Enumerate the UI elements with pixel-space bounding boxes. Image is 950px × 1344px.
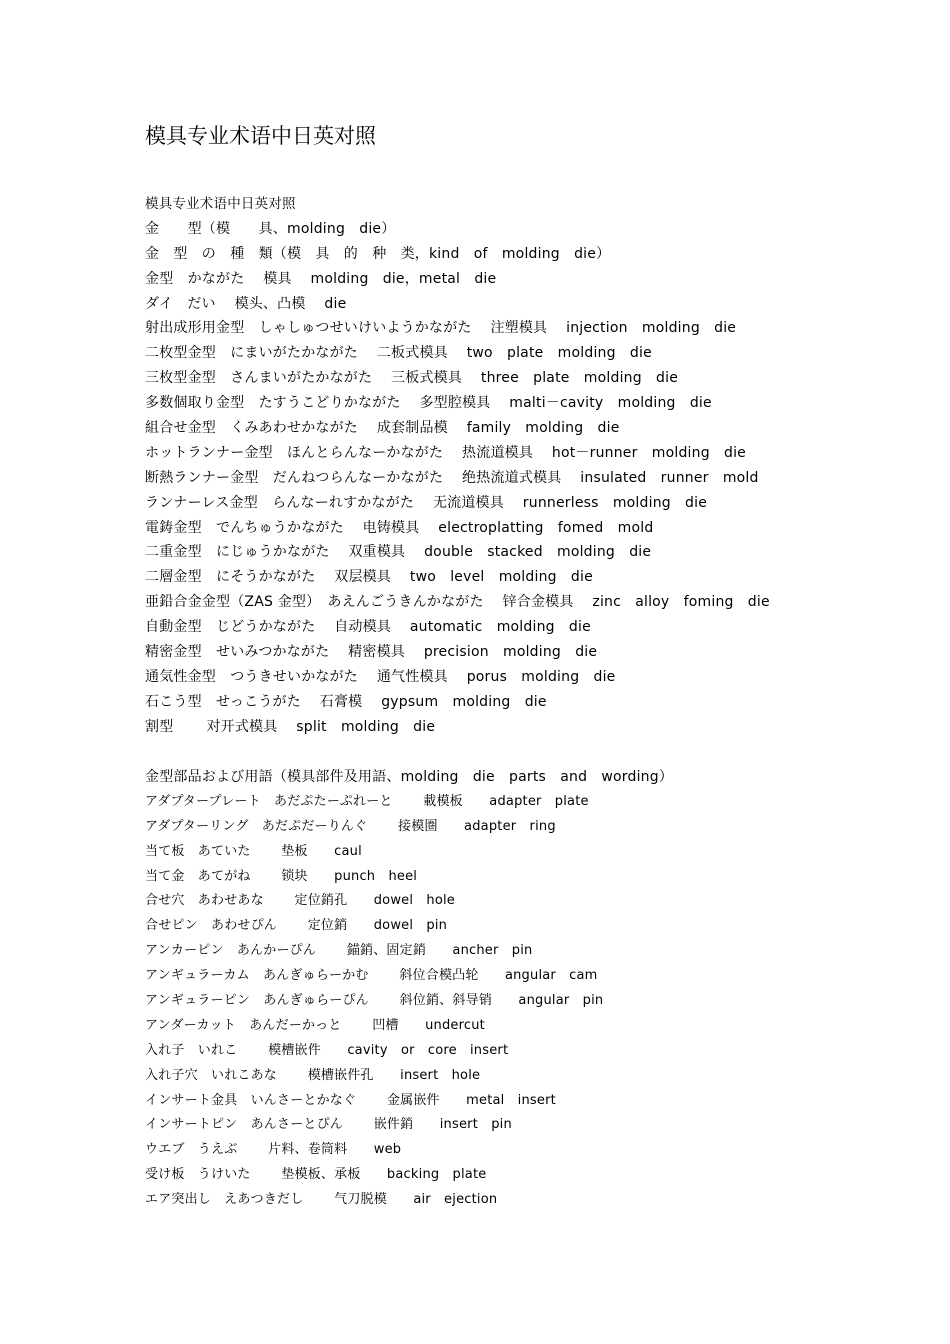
term-line: エア突出し えあつきだし 气刀脱模 air ejection [145,1192,498,1208]
term-line: 亜鉛合金金型（ZAS 金型） あえんごうきんかながた 锌合金模具 zinc alloy foming die [145,594,770,611]
term-line: 多数個取り金型 たすうこどりかながた 多型腔模具 malti－cavity molding die [145,395,712,412]
term-line: インサートピン あんさーとぴん 嵌件銷 insert pin [145,1117,512,1133]
term-line: アダプターリング あだぷだーりんぐ 接模圏 adapter ring [145,818,556,834]
term-line: 当て板 あていた 垫板 caul [145,843,362,859]
term-line: 合せピン あわせぴん 定位銷 dowel pin [145,918,448,934]
term-line: アンカーピン あんかーぴん 錨銷、固定銷 ancher pin [145,943,533,959]
term-line: 電鋳金型 でんちゅうかながた 电铸模具 electroplatting fomed mold [145,519,654,536]
term-line: 入れ子穴 いれこあな 模槽嵌件孔 insert hole [145,1067,481,1083]
section-heading: 金 型 の 種 類（模 具 的 种 类，kind of molding die） [145,245,611,262]
term-line: 二層金型 にそうかながた 双层模具 two level molding die [145,569,593,586]
term-line: 入れ子 いれこ 模槽嵌件 cavity or core insert [145,1042,509,1058]
term-line: 精密金型 せいみつかながた 精密模具 precision molding die [145,644,598,661]
term-line: ウエブ うえぶ 片料、卷筒料 web [145,1142,402,1158]
section-subtitle: 模具专业术语中日英对照 [145,196,296,212]
term-section-die-types [145,192,770,740]
term-section-die-parts [145,765,673,1213]
term-line: ダイ だい 模头、凸模 die [145,295,347,312]
term-line: 合せ穴 あわせあな 定位銷孔 dowel hole [145,893,455,909]
term-line: 当て金 あてがね 锁块 punch heel [145,868,418,884]
term-line: 割型 对开式模具 split molding die [145,718,436,735]
term-line: アンダーカット あんだーかっと 凹槽 undercut [145,1017,485,1033]
term-line: 断熱ランナー金型 だんねつらんなーかながた 绝热流道式模具 insulated runner mold [145,469,759,486]
term-line: ランナーレス金型 らんなーれすかながた 无流道模具 runnerless molding die [145,494,708,511]
term-line: 受け板 うけいた 垫模板、承板 backing plate [145,1167,487,1183]
term-line: アンギュラーカム あんぎゅらーかむ 斜位合模凸轮 angular cam [145,968,598,984]
term-line: 石こう型 せっこうがた 石膏模 gypsum molding die [145,693,547,710]
term-line: 組合せ金型 くみあわせかながた 成套制品模 family molding die [145,420,620,437]
term-line: 通気性金型 つうきせいかながた 通气性模具 porus molding die [145,668,616,685]
term-line: 自動金型 じどうかながた 自动模具 automatic molding die [145,619,591,636]
term-line: 三枚型金型 さんまいがたかながた 三板式模具 three plate molding die [145,370,679,387]
term-line: 金 型（模 具、molding die） [145,220,396,237]
term-line: 二重金型 にじゅうかながた 双重模具 double stacked molding die [145,544,652,561]
term-line: インサート金具 いんさーとかなぐ 金属嵌件 metal insert [145,1092,556,1108]
term-line: アダプタープレート あだぷたーぷれーと 載模板 adapter plate [145,793,589,809]
term-line: 二枚型金型 にまいがたかながた 二板式模具 two plate molding die [145,345,652,362]
term-line: 金型 かながた 模具 molding die，metal die [145,270,497,287]
term-line: ホットランナー金型 ほんとらんなーかながた 热流道模具 hot－runner molding die [145,444,746,461]
section-heading: 金型部品および用語（模具部件及用語、molding die parts and wording） [145,769,674,785]
term-line: 射出成形用金型 しゃしゅつせいけいようかながた 注塑模具 injection molding die [145,320,737,337]
page-title: 模具专业术语中日英对照 [145,124,376,148]
term-line: アンギュラーピン あんぎゅらーぴん 斜位銷、斜导销 angular pin [145,993,604,1009]
